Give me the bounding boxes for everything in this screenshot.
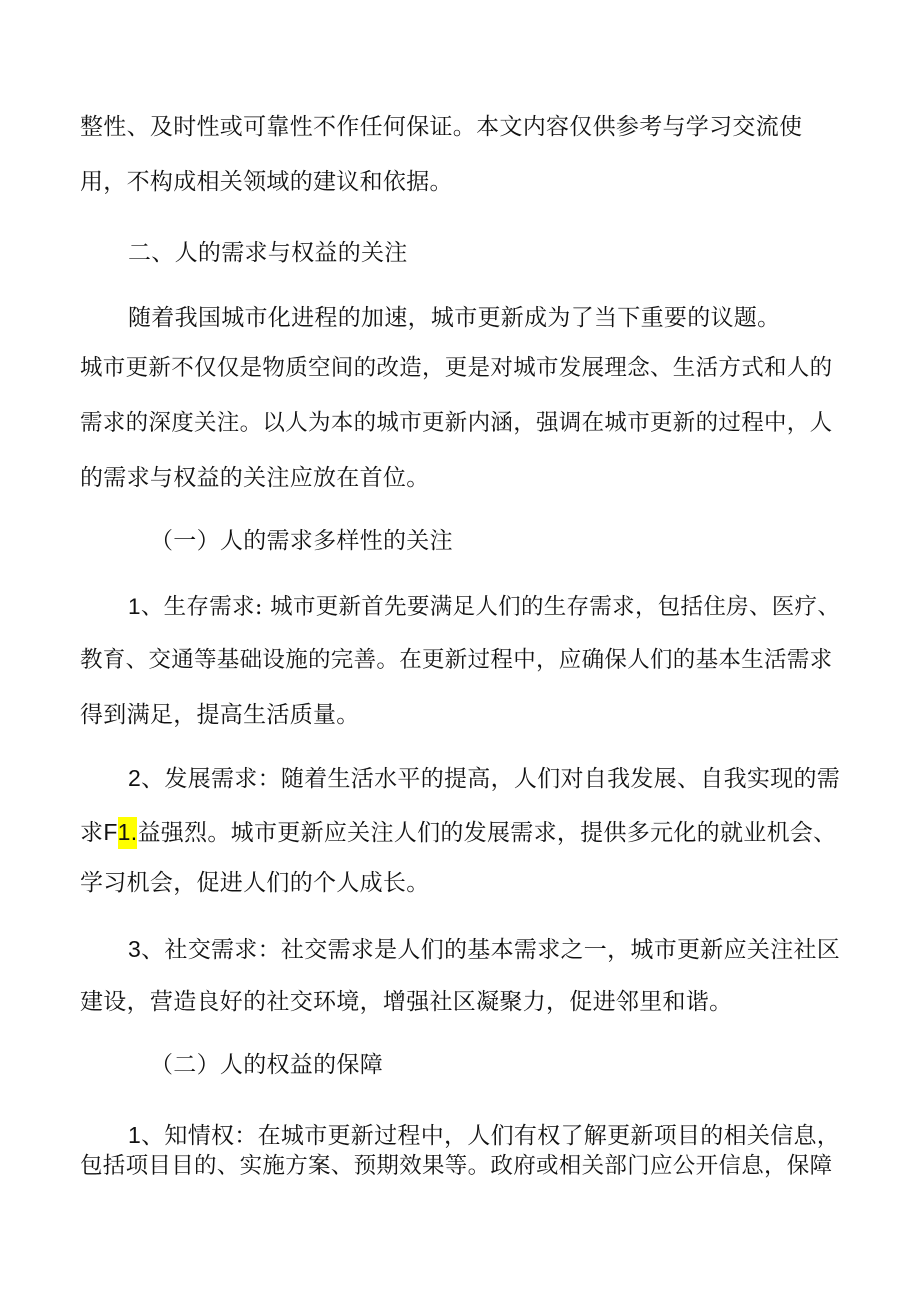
subsection-heading-1: （一）人的需求多样性的关注 xyxy=(150,528,453,554)
intro-line-1: 随着我国城市化进程的加速，城市更新成为了当下重要的议题。 xyxy=(128,305,781,331)
list-item-4-line-2: 包括项目目的、实施方案、预期效果等。政府或相关部门应公开信息，保障 xyxy=(80,1153,833,1179)
list-item-text: 、知情权：在城市更新过程中，人们有权了解更新项目的相关信息， xyxy=(141,1123,841,1149)
paragraph-continuation-line-1: 整性、及时性或可靠性不作任何保证。本文内容仅供参考与学习交流使 xyxy=(80,114,803,140)
list-item-number: 1 xyxy=(128,1122,142,1148)
list-item-text: 、生存需求: 城市更新首先要满足人们的生存需求，包括住房、医疗、 xyxy=(140,594,841,620)
list-item-2-line-2 xyxy=(80,817,836,848)
intro-line-4: 的需求与权益的关注应放在首位。 xyxy=(80,465,430,491)
list-item-text: 益强烈。城市更新应关注人们的发展需求，提供多元化的就业机会、 xyxy=(137,820,837,846)
list-item-text: 求 xyxy=(80,820,104,846)
section-heading: 二、人的需求与权益的关注 xyxy=(128,240,408,266)
list-item-text: 、发展需求：随着生活水平的提高，人们对自我发展、自我实现的需 xyxy=(141,766,841,792)
intro-line-2: 城市更新不仅仅是物质空间的改造，更是对城市发展理念、生活方式和人的 xyxy=(80,355,833,381)
list-item-3-line-1 xyxy=(128,934,840,965)
paragraph-continuation-line-2: 用，不构成相关领域的建议和依据。 xyxy=(80,169,453,195)
list-item-1-line-3: 得到满足，提高生活质量。 xyxy=(80,702,360,728)
list-item-number: 3 xyxy=(128,936,142,962)
list-item-text: 、社交需求：社交需求是人们的基本需求之一，城市更新应关注社区 xyxy=(141,937,841,963)
list-item-2-line-1 xyxy=(128,763,840,794)
subsection-heading-2: （二）人的权益的保障 xyxy=(150,1052,383,1078)
list-item-number: 1 xyxy=(128,594,141,619)
list-item-2-line-3: 学习机会，促进人们的个人成长。 xyxy=(80,870,430,896)
list-item-1-line-2: 教育、交通等基础设施的完善。在更新过程中，应确保人们的基本生活需求 xyxy=(80,647,833,673)
ocr-artifact-text: F xyxy=(103,819,118,845)
list-item-number: 2 xyxy=(128,765,142,791)
list-item-1-line-1 xyxy=(128,592,840,622)
highlighted-ocr-artifact: 1. xyxy=(118,817,138,849)
intro-line-3: 需求的深度关注。以人为本的城市更新内涵，强调在城市更新的过程中，人 xyxy=(80,410,833,436)
list-item-4-line-1 xyxy=(128,1120,840,1151)
list-item-3-line-2: 建设，营造良好的社交环境，增强社区凝聚力，促进邻里和谐。 xyxy=(80,989,733,1015)
